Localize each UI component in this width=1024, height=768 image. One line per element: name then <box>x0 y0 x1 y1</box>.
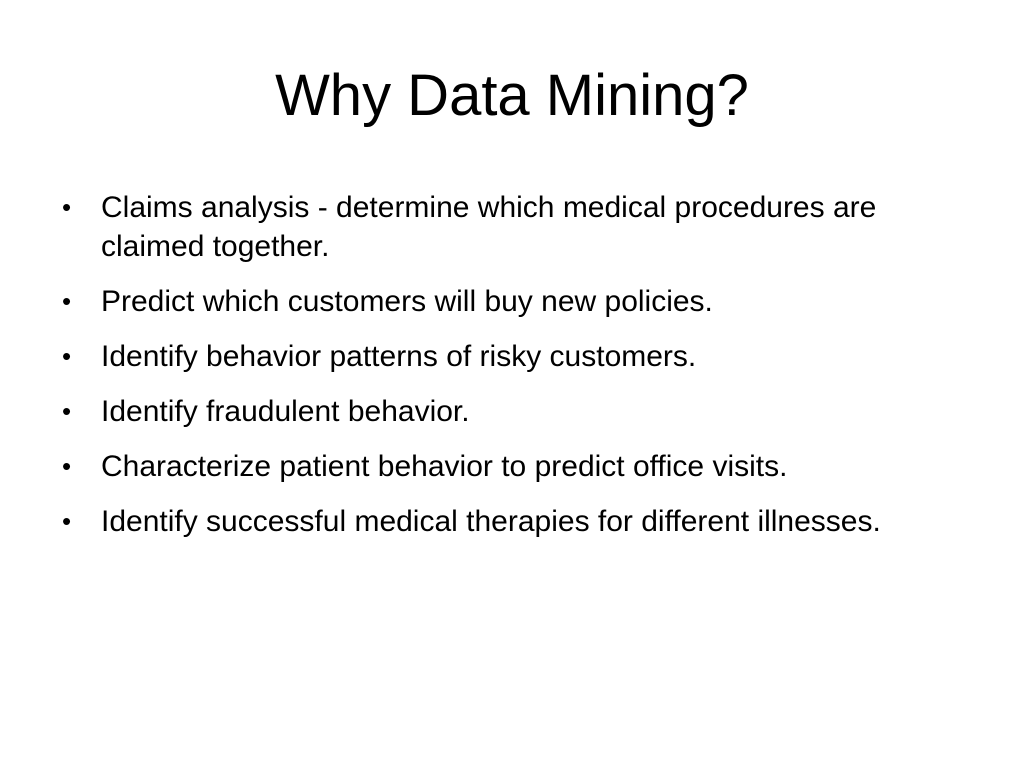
bullet-icon: • <box>62 192 72 222</box>
bullet-text: Claims analysis - determine which medical procedures are claimed together. <box>101 191 877 263</box>
bullet-icon: • <box>62 396 72 426</box>
bullet-item <box>60 282 950 321</box>
bullet-text: Identify successful medical therapies for different illnesses. <box>101 505 881 538</box>
bullet-item <box>60 337 950 376</box>
bullet-icon: • <box>62 451 72 481</box>
bullet-item <box>60 188 950 266</box>
bullet-icon: • <box>62 286 72 316</box>
bullet-icon: • <box>62 341 72 371</box>
bullet-item <box>60 502 950 541</box>
bullet-item <box>60 447 950 486</box>
bullet-text: Characterize patient behavior to predict office visits. <box>101 450 788 483</box>
bullet-item <box>60 392 950 431</box>
bullet-text: Identify behavior patterns of risky customers. <box>101 340 697 373</box>
bullet-list <box>60 188 950 557</box>
bullet-text: Identify fraudulent behavior. <box>101 395 470 428</box>
bullet-icon: • <box>62 506 72 536</box>
slide-title: Why Data Mining? <box>275 63 749 128</box>
bullet-text: Predict which customers will buy new policies. <box>101 285 713 318</box>
